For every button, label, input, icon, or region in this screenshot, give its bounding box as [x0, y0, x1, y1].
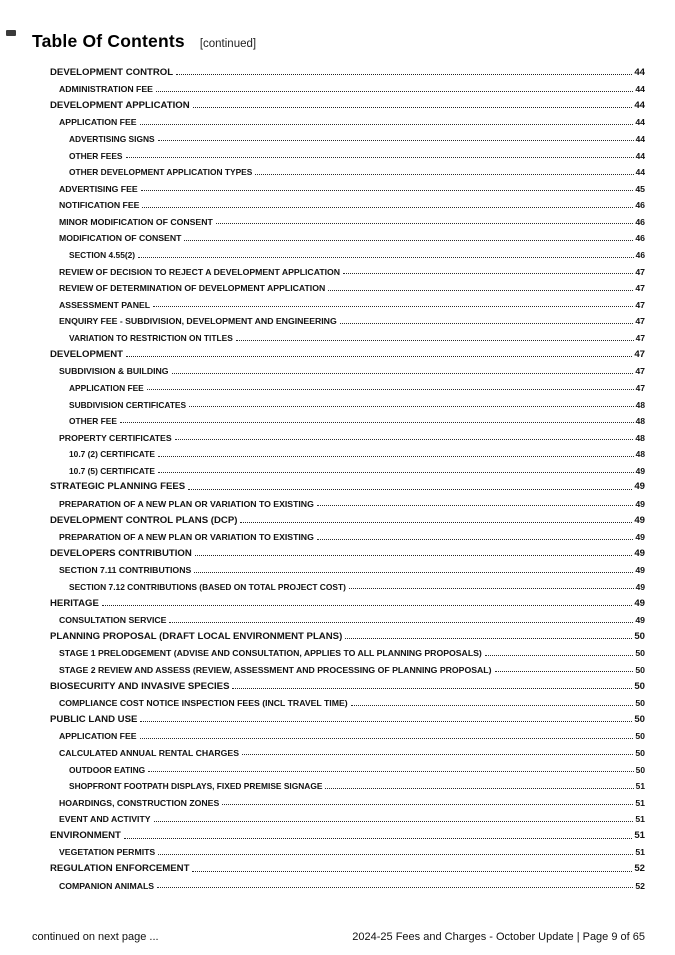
dot-leader [195, 555, 633, 556]
toc-entry [50, 675, 645, 692]
page-footer [32, 931, 645, 943]
toc-entry [50, 210, 645, 227]
toc-entry-page: 50 [635, 648, 645, 659]
toc-entry [50, 609, 645, 626]
toc-entry-label: COMPANION ANIMALS [59, 880, 155, 891]
toc-entry [50, 360, 645, 377]
toc-entry-page: 46 [635, 200, 645, 211]
dot-leader [194, 572, 633, 573]
toc-entry-page: 51 [635, 781, 645, 792]
toc-entry-label: 10.7 (2) CERTIFICATE [69, 449, 155, 460]
dot-leader [351, 705, 634, 706]
toc-entry-label: HOARDINGS, CONSTRUCTION ZONES [59, 797, 220, 808]
toc-entry-label: STAGE 1 PRELODGEMENT (ADVISE AND CONSULTATION, APPLIES TO ALL PLANNING PROPOSALS) [59, 648, 482, 659]
toc-entry [50, 476, 645, 493]
toc-entry-page: 48 [635, 449, 645, 460]
toc-entry [50, 144, 645, 161]
dot-leader [169, 622, 633, 623]
toc-entry-page: 49 [634, 597, 645, 609]
toc-entry-page: 47 [635, 383, 645, 394]
toc-entry-page: 47 [634, 348, 645, 360]
toc-entry-label: REVIEW OF DETERMINATION OF DEVELOPMENT APPLICATION [59, 283, 326, 294]
toc-entry-label: OTHER DEVELOPMENT APPLICATION TYPES [69, 167, 253, 178]
toc-entry [50, 161, 645, 178]
toc-entry-page: 46 [635, 216, 645, 227]
toc-entry-label: APPLICATION FEE [59, 117, 137, 128]
toc-entry [50, 492, 645, 509]
toc-entry-label: CALCULATED ANNUAL RENTAL CHARGES [59, 747, 240, 758]
toc-entry-label: SUBDIVISION & BUILDING [59, 366, 169, 377]
toc-entry-label: ADMINISTRATION FEE [59, 84, 153, 95]
dot-leader [141, 190, 634, 191]
toc-entry [50, 327, 645, 344]
toc-entry-page: 50 [635, 698, 645, 709]
dot-leader [192, 871, 632, 872]
toc-entry-page: 47 [635, 266, 645, 277]
toc-entry-page: 49 [634, 481, 645, 493]
toc-entry-label: ENQUIRY FEE - SUBDIVISION, DEVELOPMENT AND ENGINEERING [59, 316, 337, 327]
toc-entry-label: HERITAGE [50, 597, 99, 609]
toc-entry-page: 50 [635, 731, 645, 742]
toc-entry [50, 526, 645, 543]
toc-entry [50, 310, 645, 327]
dot-leader [236, 340, 634, 341]
dot-leader [328, 290, 633, 291]
toc-entry-label: APPLICATION FEE [59, 731, 137, 742]
toc-entry-page: 48 [635, 399, 645, 410]
scan-artifact-mark [6, 30, 16, 36]
dot-leader [158, 456, 634, 457]
dot-leader [126, 157, 634, 158]
toc-entry-page: 50 [635, 747, 645, 758]
toc-entry-label: MINOR MODIFICATION OF CONSENT [59, 216, 213, 227]
toc-entry [50, 625, 645, 642]
toc-entry [50, 94, 645, 111]
toc-entry [50, 542, 645, 559]
dot-leader [158, 140, 634, 141]
toc-entry-label: EVENT AND ACTIVITY [59, 814, 151, 825]
toc-entry-label: APPLICATION FEE [69, 383, 144, 394]
toc-entry-page: 47 [635, 283, 645, 294]
toc-entry [50, 708, 645, 725]
dot-leader [317, 539, 633, 540]
toc-entry-label: PREPARATION OF A NEW PLAN OR VARIATION TO EXISTING [59, 498, 314, 509]
toc-entry-label: OTHER FEE [69, 416, 117, 427]
toc-entry-page: 46 [635, 233, 645, 244]
toc-entry [50, 692, 645, 709]
toc-entry [50, 559, 645, 576]
toc-entry [50, 874, 645, 891]
toc-entry [50, 658, 645, 675]
toc-entry [50, 111, 645, 128]
dot-leader [345, 638, 632, 639]
toc-entry-label: NOTIFICATION FEE [59, 200, 140, 211]
dot-leader [485, 655, 634, 656]
toc-entry-label: STAGE 2 REVIEW AND ASSESS (REVIEW, ASSESSMENT AND PROCESSING OF PLANNING PROPOSAL) [59, 664, 492, 675]
toc-entry [50, 177, 645, 194]
dot-leader [255, 174, 633, 175]
toc-entry-label: ADVERTISING SIGNS [69, 134, 155, 145]
toc-entry-page: 47 [635, 366, 645, 377]
toc-entry-label: PROPERTY CERTIFICATES [59, 432, 172, 443]
toc-entry [50, 459, 645, 476]
toc-entry-label: OUTDOOR EATING [69, 764, 146, 775]
toc-entry-label: DEVELOPMENT CONTROL [50, 66, 174, 78]
toc-entry [50, 824, 645, 841]
toc-entry [50, 592, 645, 609]
dot-leader [124, 838, 632, 839]
toc-entry-page: 50 [635, 664, 645, 675]
dot-leader [176, 74, 632, 75]
dot-leader [189, 406, 634, 407]
toc-entry-label: SECTION 4.55(2) [69, 250, 136, 261]
dot-leader [184, 240, 633, 241]
toc-entry [50, 393, 645, 410]
toc-entry-page: 44 [634, 66, 645, 78]
toc-entry-page: 44 [634, 99, 645, 111]
toc-entry-label: REVIEW OF DECISION TO REJECT A DEVELOPMENT APPLICATION [59, 266, 341, 277]
toc-entry-label: VEGETATION PERMITS [59, 847, 156, 858]
toc-entry-page: 49 [635, 532, 645, 543]
toc-entry-page: 49 [635, 565, 645, 576]
toc-entry [50, 509, 645, 526]
toc-entry-label: COMPLIANCE COST NOTICE INSPECTION FEES (INCL TRAVEL TIME) [59, 698, 348, 709]
toc-entry-label: SHOPFRONT FOOTPATH DISPLAYS, FIXED PREMISE SIGNAGE [69, 781, 323, 792]
dot-leader [193, 107, 633, 108]
toc-entry [50, 725, 645, 742]
toc-entry-page: 47 [635, 316, 645, 327]
toc-entry-page: 49 [634, 514, 645, 526]
toc-entry-label: PREPARATION OF A NEW PLAN OR VARIATION TO EXISTING [59, 532, 314, 543]
dot-leader [172, 373, 634, 374]
toc-entry [50, 758, 645, 775]
toc-entry-page: 52 [635, 880, 645, 891]
dot-leader [216, 223, 634, 224]
toc-entry-page: 45 [635, 183, 645, 194]
dot-leader [158, 854, 633, 855]
toc-entry-page: 44 [635, 117, 645, 128]
dot-leader [140, 738, 634, 739]
dot-leader [140, 124, 634, 125]
page-header [32, 31, 645, 52]
toc-entry-page: 51 [635, 814, 645, 825]
toc-entry-page: 48 [635, 432, 645, 443]
toc-entry-page: 44 [635, 150, 645, 161]
toc-entry-label: STRATEGIC PLANNING FEES [50, 481, 186, 493]
continued-note: continued on next page ... [32, 931, 159, 943]
dot-leader [343, 273, 633, 274]
toc-entry-page: 51 [635, 797, 645, 808]
toc-entry-label: DEVELOPMENT CONTROL PLANS (DCP) [50, 514, 238, 526]
toc-entry-label: OTHER FEES [69, 150, 123, 161]
toc-entry [50, 78, 645, 95]
toc-list [50, 61, 645, 891]
toc-entry-page: 51 [635, 847, 645, 858]
toc-entry [50, 808, 645, 825]
toc-entry-label: BIOSECURITY AND INVASIVE SPECIES [50, 680, 230, 692]
toc-entry-page: 50 [635, 764, 645, 775]
dot-leader [140, 721, 632, 722]
toc-entry [50, 127, 645, 144]
dot-leader [142, 207, 633, 208]
toc-entry [50, 293, 645, 310]
toc-entry [50, 260, 645, 277]
toc-entry-page: 50 [634, 630, 645, 642]
dot-leader [153, 306, 633, 307]
toc-entry-page: 50 [634, 713, 645, 725]
toc-entry-label: ENVIRONMENT [50, 829, 121, 841]
toc-entry [50, 409, 645, 426]
toc-entry-label: 10.7 (5) CERTIFICATE [69, 466, 155, 477]
toc-entry [50, 775, 645, 792]
page-title: Table Of Contents [32, 31, 185, 51]
toc-entry-label: PUBLIC LAND USE [50, 713, 138, 725]
dot-leader [158, 472, 634, 473]
toc-entry-page: 52 [634, 863, 645, 875]
toc-entry [50, 791, 645, 808]
document-footer-info: 2024-25 Fees and Charges - October Update | Page 9 of 65 [352, 931, 645, 943]
dot-leader [120, 422, 634, 423]
dot-leader [242, 754, 633, 755]
toc-entry-page: 49 [634, 547, 645, 559]
toc-entry [50, 426, 645, 443]
toc-entry-page: 49 [635, 582, 645, 593]
toc-entry-label: PLANNING PROPOSAL (DRAFT LOCAL ENVIRONMENT PLANS) [50, 630, 343, 642]
toc-entry-page: 49 [635, 615, 645, 626]
toc-entry-label: REGULATION ENFORCEMENT [50, 863, 190, 875]
dot-leader [188, 489, 632, 490]
dot-leader [240, 522, 632, 523]
toc-entry-label: DEVELOPMENT APPLICATION [50, 99, 190, 111]
dot-leader [232, 688, 632, 689]
dot-leader [126, 356, 632, 357]
toc-entry-page: 44 [635, 84, 645, 95]
toc-entry-label: ASSESSMENT PANEL [59, 299, 151, 310]
dot-leader [154, 821, 634, 822]
dot-leader [147, 389, 634, 390]
dot-leader [148, 771, 634, 772]
dot-leader [175, 439, 634, 440]
dot-leader [157, 887, 633, 888]
toc-entry [50, 343, 645, 360]
toc-entry-page: 47 [635, 299, 645, 310]
toc-entry [50, 575, 645, 592]
toc-entry-label: DEVELOPMENT [50, 348, 124, 360]
toc-entry [50, 858, 645, 875]
toc-entry [50, 227, 645, 244]
dot-leader [317, 505, 633, 506]
toc-entry-page: 44 [635, 167, 645, 178]
dot-leader [156, 91, 633, 92]
toc-entry-label: SUBDIVISION CERTIFICATES [69, 399, 187, 410]
dot-leader [349, 588, 634, 589]
dot-leader [340, 323, 634, 324]
toc-entry-page: 44 [635, 134, 645, 145]
toc-entry-page: 48 [635, 416, 645, 427]
page-title-continued-tag: [continued] [199, 38, 257, 50]
toc-entry [50, 741, 645, 758]
dot-leader [325, 788, 633, 789]
toc-entry-label: SECTION 7.12 CONTRIBUTIONS (BASED ON TOTAL PROJECT COST) [69, 582, 346, 593]
dot-leader [102, 605, 632, 606]
dot-leader [138, 257, 634, 258]
dot-leader [495, 671, 634, 672]
toc-entry-label: ADVERTISING FEE [59, 183, 138, 194]
toc-entry-label: VARIATION TO RESTRICTION ON TITLES [69, 333, 233, 344]
toc-entry [50, 443, 645, 460]
toc-entry [50, 244, 645, 261]
toc-entry-label: DEVELOPERS CONTRIBUTION [50, 547, 192, 559]
toc-entry-page: 47 [635, 333, 645, 344]
toc-entry-label: SECTION 7.11 CONTRIBUTIONS [59, 565, 192, 576]
toc-entry [50, 194, 645, 211]
toc-entry [50, 277, 645, 294]
dot-leader [222, 804, 633, 805]
toc-entry [50, 376, 645, 393]
toc-entry-page: 46 [635, 250, 645, 261]
toc-entry-page: 49 [635, 466, 645, 477]
toc-entry-label: CONSULTATION SERVICE [59, 615, 167, 626]
toc-entry [50, 642, 645, 659]
toc-entry-label: MODIFICATION OF CONSENT [59, 233, 182, 244]
toc-entry-page: 49 [635, 498, 645, 509]
toc-entry-page: 50 [634, 680, 645, 692]
toc-entry-page: 51 [634, 829, 645, 841]
toc-entry [50, 841, 645, 858]
toc-entry [50, 61, 645, 78]
